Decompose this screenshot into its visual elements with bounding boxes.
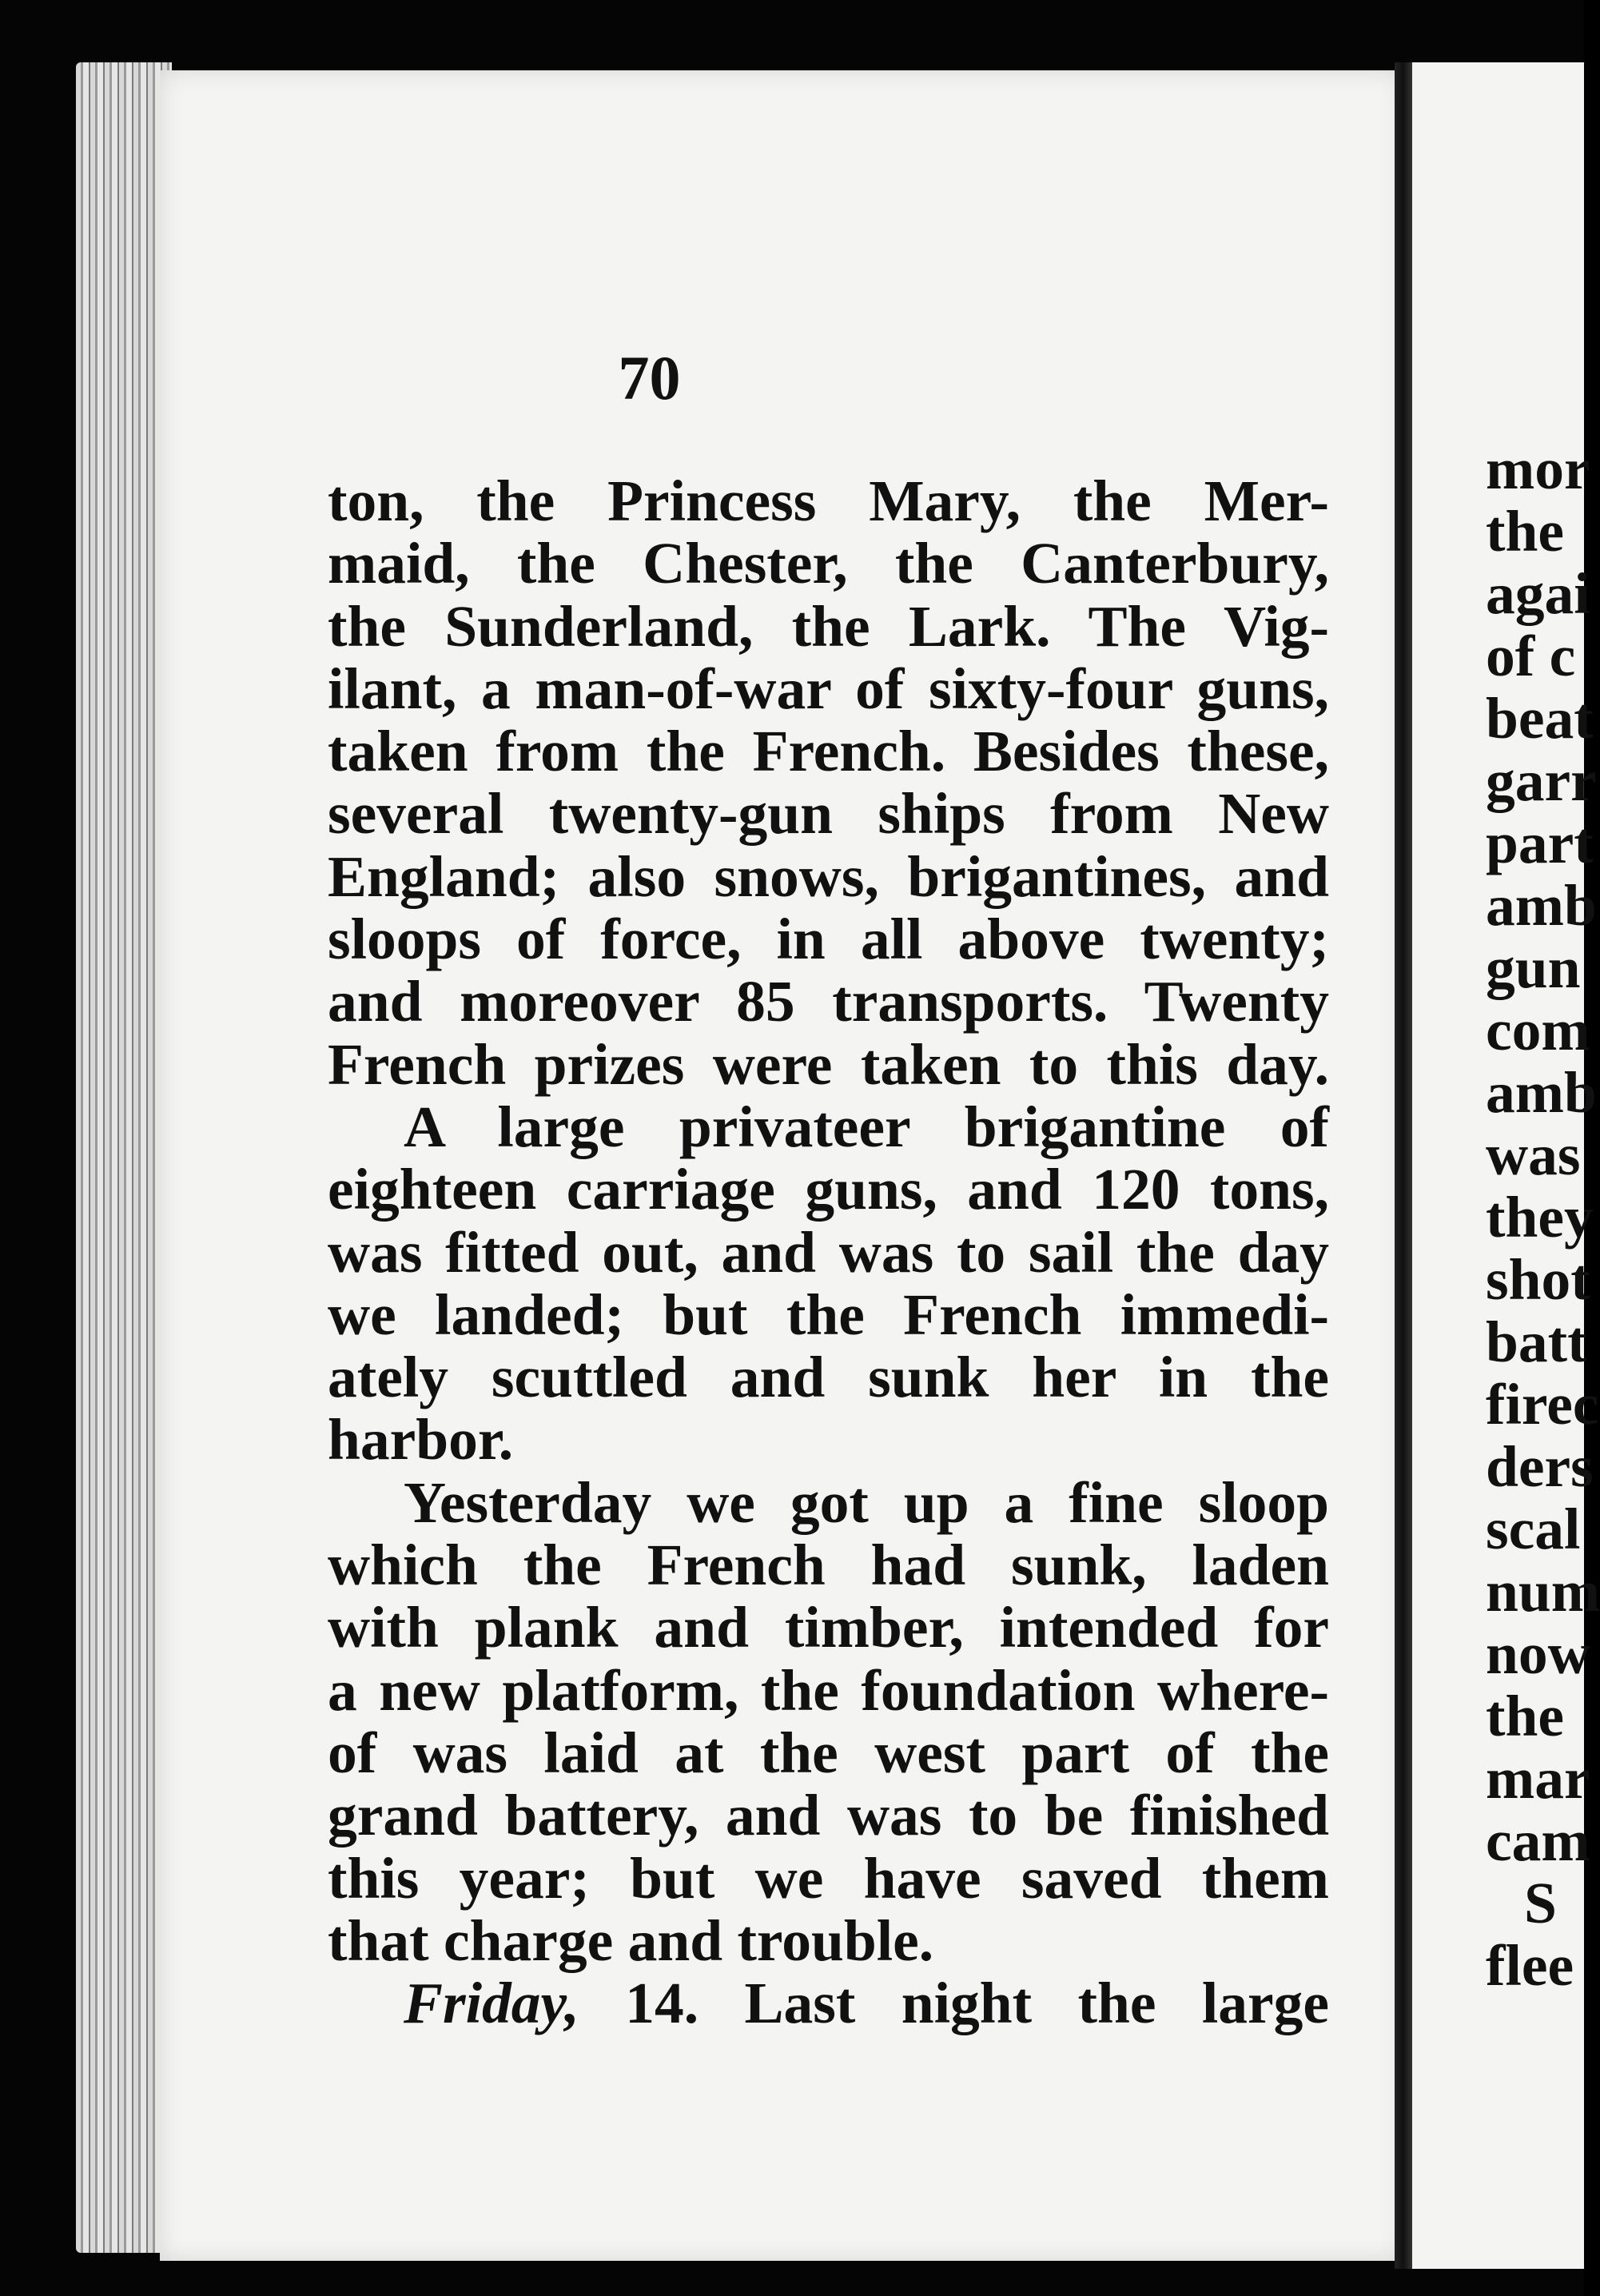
entry-text: 14. Last night the large	[579, 1971, 1329, 2036]
page-number: 70	[618, 343, 681, 413]
text-line: and moreover 85 transports. Twenty	[328, 969, 1329, 1034]
right-fragment: gun	[1486, 935, 1581, 1000]
text-line: maid, the Chester, the Canterbury,	[328, 531, 1329, 596]
right-fragment: ders	[1486, 1434, 1594, 1499]
right-fragment: cam	[1486, 1808, 1590, 1873]
right-fragment: num	[1486, 1559, 1600, 1624]
text-line: was fitted out, and was to sail the day	[328, 1219, 1329, 1285]
right-fragment: was	[1486, 1122, 1581, 1187]
right-fragment: they	[1486, 1185, 1594, 1250]
paragraph-end-line: that charge and trouble.	[328, 1907, 934, 1973]
text-line: we landed; but the French immedi-	[328, 1282, 1329, 1347]
right-fragment: mar	[1486, 1746, 1590, 1811]
text-line: which the French had sunk, laden	[328, 1533, 1329, 1598]
right-fragment: batt	[1486, 1309, 1587, 1374]
right-fragment: now	[1486, 1621, 1590, 1686]
right-fragment: mor	[1486, 436, 1590, 501]
right-page-partial	[1412, 62, 1600, 2269]
book-gutter	[1395, 62, 1412, 2269]
right-fragment: the	[1486, 499, 1564, 564]
text-line: French prizes were taken to this day.	[328, 1031, 1329, 1097]
text-line: a new platform, the foundation where-	[328, 1657, 1329, 1723]
dated-entry-line	[328, 1972, 1329, 2035]
right-fragment: amb	[1486, 873, 1597, 938]
paragraph-start-line: A large privateer brigantine of	[404, 1094, 1329, 1159]
entry-day: Friday,	[404, 1971, 579, 2036]
right-fragment: com	[1486, 998, 1590, 1062]
text-line: sloops of force, in all above twenty;	[328, 907, 1329, 972]
right-fragment: part	[1486, 811, 1594, 875]
right-fragment: of c	[1486, 624, 1576, 688]
left-page	[160, 70, 1403, 2261]
right-fragment: garr	[1486, 748, 1597, 813]
text-line: England; also snows, brigantines, and	[328, 843, 1329, 909]
right-fragment: the	[1486, 1684, 1564, 1748]
text-line: several twenty-gun ships from New	[328, 781, 1329, 847]
text-line: the Sunderland, the Lark. The Vig-	[328, 593, 1329, 659]
right-fragment: shot	[1486, 1247, 1590, 1312]
right-fragment: firec	[1486, 1372, 1599, 1437]
right-fragment: beat	[1486, 686, 1594, 751]
text-line: grand battery, and was to be finished	[328, 1783, 1329, 1848]
text-line: ately scuttled and sunk her in the	[328, 1345, 1329, 1410]
paragraph-end-line: harbor.	[328, 1407, 514, 1473]
text-line: eighteen carriage guns, and 120 tons,	[328, 1157, 1329, 1222]
text-line: ilant, a man-of-war of sixty-four guns,	[328, 656, 1329, 721]
right-fragment: S	[1524, 1871, 1557, 1935]
body-text	[328, 470, 1329, 2035]
right-fragment: scal	[1486, 1497, 1581, 1561]
text-line: of was laid at the west part of the	[328, 1720, 1329, 1785]
right-fragment: agai	[1486, 561, 1590, 626]
text-line: ton, the Princess Mary, the Mer-	[328, 468, 1329, 533]
right-fragment: flee	[1486, 1933, 1574, 1998]
text-line: this year; but we have saved them	[328, 1845, 1329, 1911]
paragraph-start-line: Yesterday we got up a fine sloop	[404, 1469, 1329, 1535]
text-line: with plank and timber, intended for	[328, 1595, 1329, 1660]
text-line: taken from the French. Besides these,	[328, 719, 1329, 784]
right-fragment: amb	[1486, 1060, 1597, 1125]
